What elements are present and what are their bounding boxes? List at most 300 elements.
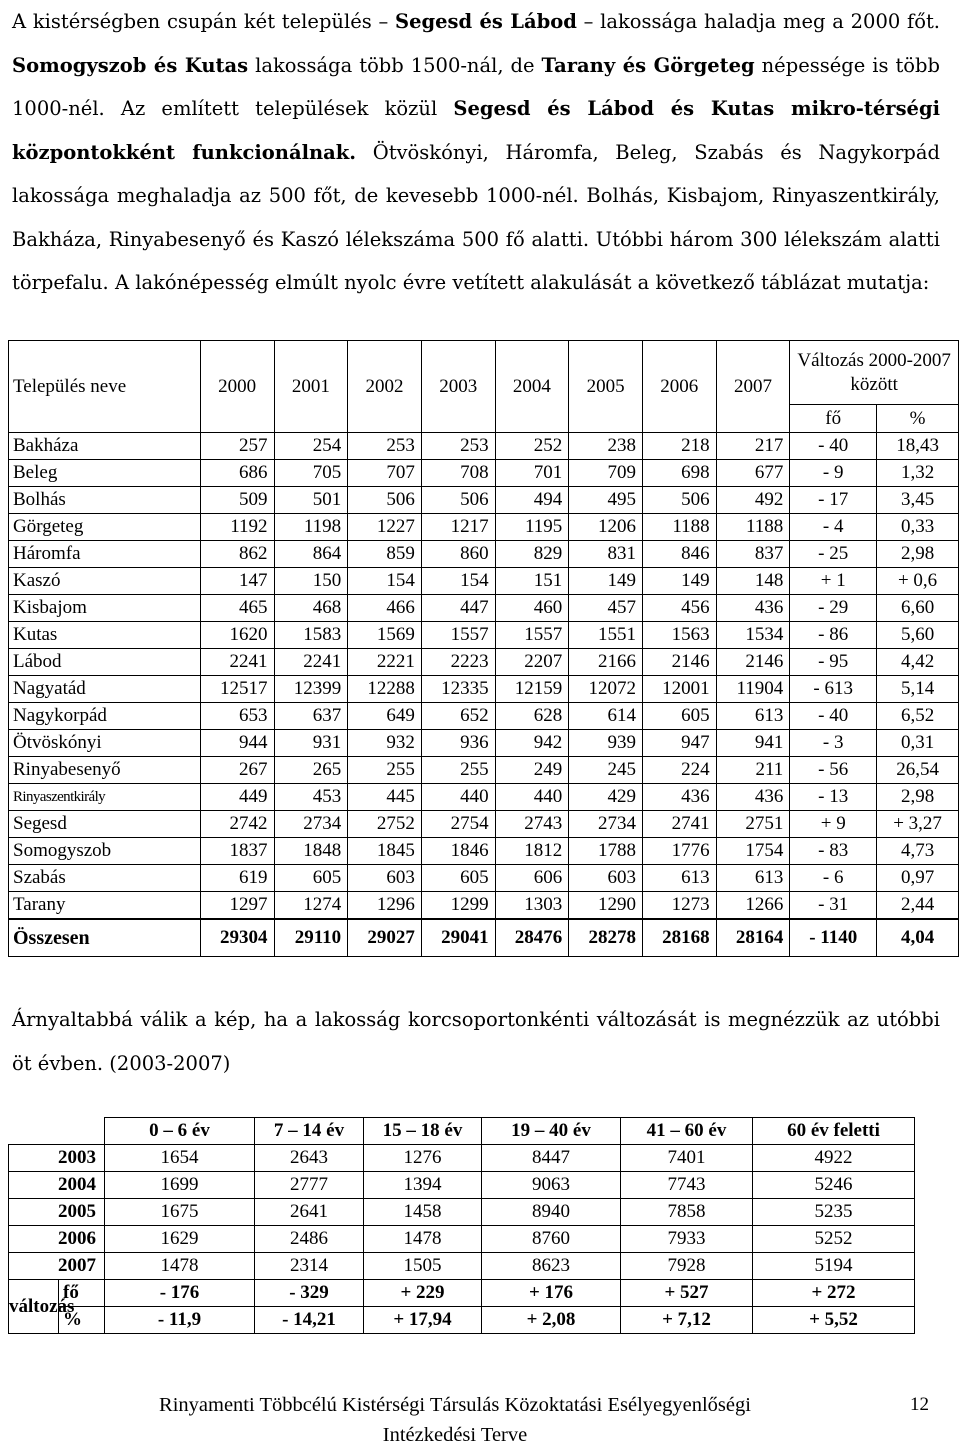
population-value: 224 — [642, 757, 716, 784]
age-change-persons: + 527 — [621, 1280, 753, 1307]
settlement-name: Nagyatád — [9, 676, 201, 703]
population-value: 2743 — [495, 811, 569, 838]
age-year: 2004 — [9, 1172, 105, 1199]
change-percent: + 3,27 — [877, 811, 959, 838]
population-value: 613 — [642, 865, 716, 892]
age-table-row — [9, 1226, 915, 1253]
total-value: 29027 — [348, 919, 422, 957]
population-value: 2241 — [200, 649, 274, 676]
table-row — [9, 865, 959, 892]
population-value: 1557 — [495, 622, 569, 649]
age-value: 2777 — [255, 1172, 364, 1199]
age-group-paragraph: Árnyaltabbá válik a kép, ha a lakosság korcsoportonkénti változását is megnézzük az utóbbi öt évben. (2003-2007) — [12, 1008, 940, 1075]
population-value: 2734 — [274, 811, 348, 838]
population-value: 860 — [421, 541, 495, 568]
total-value: 28168 — [642, 919, 716, 957]
age-change-persons: + 229 — [364, 1280, 482, 1307]
population-value: 2741 — [642, 811, 716, 838]
age-change-persons: - 329 — [255, 1280, 364, 1307]
population-value: 829 — [495, 541, 569, 568]
change-percent: 26,54 — [877, 757, 959, 784]
population-value: 1845 — [348, 838, 422, 865]
population-value: 1290 — [569, 892, 643, 920]
intro-bold: Somogyszob és Kutas — [12, 53, 249, 77]
age-value: 7743 — [621, 1172, 753, 1199]
population-value: 1848 — [274, 838, 348, 865]
table-row — [9, 433, 959, 460]
population-value: 255 — [348, 757, 422, 784]
population-table-body — [9, 433, 959, 957]
population-value: 944 — [200, 730, 274, 757]
age-value: 1458 — [364, 1199, 482, 1226]
age-change-persons: + 176 — [482, 1280, 621, 1307]
change-persons: - 95 — [790, 649, 877, 676]
age-value: 7401 — [621, 1145, 753, 1172]
population-value: 255 — [421, 757, 495, 784]
settlement-name: Beleg — [9, 460, 201, 487]
age-value: 8623 — [482, 1253, 621, 1280]
population-value: 447 — [421, 595, 495, 622]
population-value: 2241 — [274, 649, 348, 676]
population-value: 2146 — [716, 649, 790, 676]
change-persons: + 1 — [790, 568, 877, 595]
age-year: 2007 — [9, 1253, 105, 1280]
age-value: 1478 — [364, 1226, 482, 1253]
population-value: 606 — [495, 865, 569, 892]
population-table — [8, 340, 959, 957]
population-value: 2146 — [642, 649, 716, 676]
population-value: 2207 — [495, 649, 569, 676]
change-persons: - 13 — [790, 784, 877, 811]
population-value: 936 — [421, 730, 495, 757]
population-value: 2742 — [200, 811, 274, 838]
change-percent: 0,31 — [877, 730, 959, 757]
settlement-name: Kutas — [9, 622, 201, 649]
intro-text: lakossága több 1500-nál, de — [248, 53, 542, 77]
population-value: 253 — [348, 433, 422, 460]
population-value: 2221 — [348, 649, 422, 676]
population-value: 436 — [642, 784, 716, 811]
change-percent: 5,60 — [877, 622, 959, 649]
population-value: 628 — [495, 703, 569, 730]
population-value: 686 — [200, 460, 274, 487]
population-value: 12517 — [200, 676, 274, 703]
population-value: 859 — [348, 541, 422, 568]
total-value: 28164 — [716, 919, 790, 957]
age-header: 41 – 60 év — [621, 1118, 753, 1145]
population-value: 652 — [421, 703, 495, 730]
population-value: 494 — [495, 487, 569, 514]
age-group-table — [8, 1117, 915, 1334]
population-value: 2223 — [421, 649, 495, 676]
population-value: 506 — [348, 487, 422, 514]
population-value: 460 — [495, 595, 569, 622]
settlement-name: Nagykorpád — [9, 703, 201, 730]
age-value: 1699 — [105, 1172, 255, 1199]
table-row — [9, 568, 959, 595]
intro-text: – lakossága haladja meg a 2000 főt. — [576, 10, 941, 33]
change-percent: 3,45 — [877, 487, 959, 514]
population-value: 605 — [421, 865, 495, 892]
population-value: 677 — [716, 460, 790, 487]
population-value: 12001 — [642, 676, 716, 703]
total-value: 28278 — [569, 919, 643, 957]
header-year: 2006 — [642, 341, 716, 433]
age-header: 7 – 14 év — [255, 1118, 364, 1145]
age-value: 1654 — [105, 1145, 255, 1172]
page-number: 12 — [910, 1394, 929, 1415]
population-value: 1296 — [348, 892, 422, 920]
population-value: 1534 — [716, 622, 790, 649]
age-value: 1675 — [105, 1199, 255, 1226]
intro-text: népessége is több 1000-nél. Az említett települések közül — [12, 53, 940, 120]
population-value: 211 — [716, 757, 790, 784]
population-value: 436 — [716, 784, 790, 811]
intro-paragraph — [12, 0, 940, 305]
change-persons: - 4 — [790, 514, 877, 541]
age-change-persons: - 176 — [105, 1280, 255, 1307]
population-value: 253 — [421, 433, 495, 460]
age-group-table-body — [9, 1145, 915, 1334]
settlement-name: Rinyabesenyő — [9, 757, 201, 784]
settlement-name: Tarany — [9, 892, 201, 920]
age-value: 7928 — [621, 1253, 753, 1280]
population-value: 1551 — [569, 622, 643, 649]
change-persons: - 3 — [790, 730, 877, 757]
change-persons: - 31 — [790, 892, 877, 920]
age-value: 8447 — [482, 1145, 621, 1172]
population-value: 1557 — [421, 622, 495, 649]
change-persons: - 9 — [790, 460, 877, 487]
age-change-persons-label: fő — [59, 1280, 105, 1307]
settlement-name: Somogyszob — [9, 838, 201, 865]
change-persons: - 29 — [790, 595, 877, 622]
age-change-percent: - 11,9 — [105, 1307, 255, 1334]
age-change-persons: + 272 — [753, 1280, 915, 1307]
population-value: 862 — [200, 541, 274, 568]
total-value: 28476 — [495, 919, 569, 957]
age-value: 1505 — [364, 1253, 482, 1280]
population-value: 149 — [569, 568, 643, 595]
population-value: 1754 — [716, 838, 790, 865]
settlement-name: Rinyaszentkirály — [9, 784, 201, 811]
population-value: 151 — [495, 568, 569, 595]
age-value: 2641 — [255, 1199, 364, 1226]
age-value: 5246 — [753, 1172, 915, 1199]
age-header: 19 – 40 év — [482, 1118, 621, 1145]
population-value: 613 — [716, 865, 790, 892]
population-value: 2754 — [421, 811, 495, 838]
total-value: 29110 — [274, 919, 348, 957]
population-value: 701 — [495, 460, 569, 487]
population-value: 457 — [569, 595, 643, 622]
age-year: 2005 — [9, 1199, 105, 1226]
change-percent: 1,32 — [877, 460, 959, 487]
population-value: 449 — [200, 784, 274, 811]
population-value: 453 — [274, 784, 348, 811]
change-persons: - 17 — [790, 487, 877, 514]
population-value: 1198 — [274, 514, 348, 541]
change-persons: - 40 — [790, 433, 877, 460]
population-value: 12335 — [421, 676, 495, 703]
total-label: Összesen — [9, 919, 201, 957]
settlement-name: Lábod — [9, 649, 201, 676]
intro-text: A kistérségben csupán két település – — [12, 10, 396, 33]
population-value: 637 — [274, 703, 348, 730]
population-value: 649 — [348, 703, 422, 730]
population-value: 1297 — [200, 892, 274, 920]
change-percent: 18,43 — [877, 433, 959, 460]
header-change-persons: fő — [790, 405, 877, 433]
population-value: 613 — [716, 703, 790, 730]
age-value: 9063 — [482, 1172, 621, 1199]
age-value: 7933 — [621, 1226, 753, 1253]
population-value: 217 — [716, 433, 790, 460]
total-change-persons: - 1140 — [790, 919, 877, 957]
population-value: 1569 — [348, 622, 422, 649]
population-value: 2751 — [716, 811, 790, 838]
age-year: 2003 — [9, 1145, 105, 1172]
change-percent: 6,52 — [877, 703, 959, 730]
population-value: 429 — [569, 784, 643, 811]
total-value: 29304 — [200, 919, 274, 957]
change-persons: + 9 — [790, 811, 877, 838]
header-year: 2003 — [421, 341, 495, 433]
intro-bold: Segesd és Lábod és Kutas mikro-térségi központokként funkcionálnak. — [12, 97, 941, 164]
age-value: 1478 — [105, 1253, 255, 1280]
change-persons: - 25 — [790, 541, 877, 568]
population-value: 1788 — [569, 838, 643, 865]
intro-bold: Tarany és Görgeteg — [541, 53, 755, 77]
age-header: 15 – 18 év — [364, 1118, 482, 1145]
change-percent: 0,33 — [877, 514, 959, 541]
population-value: 603 — [569, 865, 643, 892]
population-value: 1303 — [495, 892, 569, 920]
settlement-name: Kisbajom — [9, 595, 201, 622]
population-value: 1620 — [200, 622, 274, 649]
population-value: 1266 — [716, 892, 790, 920]
header-year: 2001 — [274, 341, 348, 433]
header-year: 2004 — [495, 341, 569, 433]
population-value: 252 — [495, 433, 569, 460]
population-value: 154 — [348, 568, 422, 595]
population-value: 2734 — [569, 811, 643, 838]
population-value: 492 — [716, 487, 790, 514]
population-value: 445 — [348, 784, 422, 811]
population-value: 245 — [569, 757, 643, 784]
age-value: 8760 — [482, 1226, 621, 1253]
population-value: 1583 — [274, 622, 348, 649]
population-value: 603 — [348, 865, 422, 892]
population-value: 148 — [716, 568, 790, 595]
population-value: 1192 — [200, 514, 274, 541]
population-value: 1206 — [569, 514, 643, 541]
change-percent: 4,73 — [877, 838, 959, 865]
header-settlement-name: Település neve — [9, 341, 201, 433]
age-value: 5194 — [753, 1253, 915, 1280]
population-value: 619 — [200, 865, 274, 892]
settlement-name: Ötvöskónyi — [9, 730, 201, 757]
population-value: 12072 — [569, 676, 643, 703]
age-value: 8940 — [482, 1199, 621, 1226]
population-value: 257 — [200, 433, 274, 460]
change-percent: 4,42 — [877, 649, 959, 676]
settlement-name: Bolhás — [9, 487, 201, 514]
age-value: 4922 — [753, 1145, 915, 1172]
population-value: 506 — [642, 487, 716, 514]
footer-line: Rinyamenti Többcélú Kistérségi Társulás Közoktatási Esélyegyenlőségi — [159, 1394, 751, 1416]
change-persons: - 40 — [790, 703, 877, 730]
age-value: 1394 — [364, 1172, 482, 1199]
header-change-label: Változás 2000-2007 között — [797, 349, 951, 395]
age-change-row — [9, 1280, 915, 1307]
population-value: 837 — [716, 541, 790, 568]
total-change-percent: 4,04 — [877, 919, 959, 957]
population-value: 653 — [200, 703, 274, 730]
population-value: 468 — [274, 595, 348, 622]
header-year: 2005 — [569, 341, 643, 433]
age-table-row — [9, 1253, 915, 1280]
age-year: 2006 — [9, 1226, 105, 1253]
total-row — [9, 919, 959, 957]
age-change-percent: + 2,08 — [482, 1307, 621, 1334]
population-value: 456 — [642, 595, 716, 622]
population-value: 709 — [569, 460, 643, 487]
header-year: 2000 — [200, 341, 274, 433]
change-percent: + 0,6 — [877, 568, 959, 595]
header-change — [790, 341, 959, 405]
population-value: 931 — [274, 730, 348, 757]
population-value: 1812 — [495, 838, 569, 865]
change-percent: 5,14 — [877, 676, 959, 703]
age-table-row — [9, 1145, 915, 1172]
change-persons: - 86 — [790, 622, 877, 649]
age-header: 60 év feletti — [753, 1118, 915, 1145]
population-value: 238 — [569, 433, 643, 460]
population-value: 465 — [200, 595, 274, 622]
table-row — [9, 811, 959, 838]
population-value: 2752 — [348, 811, 422, 838]
population-value: 1188 — [716, 514, 790, 541]
age-table-row — [9, 1172, 915, 1199]
total-value: 29041 — [421, 919, 495, 957]
population-value: 440 — [421, 784, 495, 811]
population-value: 698 — [642, 460, 716, 487]
population-value: 1299 — [421, 892, 495, 920]
population-value: 149 — [642, 568, 716, 595]
change-percent: 2,98 — [877, 784, 959, 811]
age-value: 5252 — [753, 1226, 915, 1253]
settlement-name: Háromfa — [9, 541, 201, 568]
settlement-name: Görgeteg — [9, 514, 201, 541]
change-persons: - 83 — [790, 838, 877, 865]
table-row — [9, 784, 959, 811]
age-change-percent: + 17,94 — [364, 1307, 482, 1334]
population-value: 254 — [274, 433, 348, 460]
footer-line: Intézkedési Terve — [382, 1424, 528, 1446]
table-row — [9, 838, 959, 865]
change-persons: - 56 — [790, 757, 877, 784]
population-value: 265 — [274, 757, 348, 784]
change-percent: 6,60 — [877, 595, 959, 622]
population-value: 466 — [348, 595, 422, 622]
population-value: 218 — [642, 433, 716, 460]
intro-text: Ötvöskónyi, Háromfa, Beleg, Szabás és Nagykorpád lakossága meghaladja az 500 főt, de kevesebb 1000-nél. Bolhás, Kisbajom, Rinyaszentkirály, Bakháza, Rinyabesenyő és Kaszó lélekszáma 500 fő alatti. Utóbbi három 300 lélekszám alatti törpefalu. A lakónépesség elmúlt nyolc évre vetített alakulását a következő táblázat mutatja: — [12, 140, 940, 294]
population-value: 440 — [495, 784, 569, 811]
population-value: 605 — [274, 865, 348, 892]
population-value: 12399 — [274, 676, 348, 703]
age-table-corner — [9, 1118, 105, 1145]
change-percent: 2,44 — [877, 892, 959, 920]
population-value: 12288 — [348, 676, 422, 703]
population-value: 12159 — [495, 676, 569, 703]
table-row — [9, 460, 959, 487]
population-value: 942 — [495, 730, 569, 757]
population-value: 941 — [716, 730, 790, 757]
age-change-percent: + 7,12 — [621, 1307, 753, 1334]
age-value: 1276 — [364, 1145, 482, 1172]
settlement-name: Kaszó — [9, 568, 201, 595]
table-row — [9, 892, 959, 920]
population-value: 509 — [200, 487, 274, 514]
header-change-percent: % — [877, 405, 959, 433]
population-value: 614 — [569, 703, 643, 730]
population-value: 864 — [274, 541, 348, 568]
population-value: 506 — [421, 487, 495, 514]
population-value: 1217 — [421, 514, 495, 541]
table-row — [9, 541, 959, 568]
population-value: 267 — [200, 757, 274, 784]
population-value: 1563 — [642, 622, 716, 649]
population-value: 154 — [421, 568, 495, 595]
population-value: 1837 — [200, 838, 274, 865]
age-table-row — [9, 1199, 915, 1226]
age-change-percent: - 14,21 — [255, 1307, 364, 1334]
population-value: 147 — [200, 568, 274, 595]
change-percent: 0,97 — [877, 865, 959, 892]
change-percent: 2,98 — [877, 541, 959, 568]
population-value: 707 — [348, 460, 422, 487]
age-value: 2486 — [255, 1226, 364, 1253]
population-value: 947 — [642, 730, 716, 757]
change-persons: - 613 — [790, 676, 877, 703]
age-change-label: változás — [9, 1280, 59, 1334]
age-value: 2314 — [255, 1253, 364, 1280]
header-year: 2007 — [716, 341, 790, 433]
population-value: 1188 — [642, 514, 716, 541]
age-change-row — [9, 1307, 915, 1334]
population-value: 150 — [274, 568, 348, 595]
header-year: 2002 — [348, 341, 422, 433]
table-row — [9, 757, 959, 784]
population-value: 1846 — [421, 838, 495, 865]
settlement-name: Segesd — [9, 811, 201, 838]
population-value: 605 — [642, 703, 716, 730]
table-row — [9, 514, 959, 541]
footer-title — [60, 1390, 850, 1450]
population-value: 939 — [569, 730, 643, 757]
population-value: 846 — [642, 541, 716, 568]
table-row — [9, 649, 959, 676]
change-persons: - 6 — [790, 865, 877, 892]
settlement-name: Bakháza — [9, 433, 201, 460]
population-value: 2166 — [569, 649, 643, 676]
age-value: 7858 — [621, 1199, 753, 1226]
intro-bold: Segesd és Lábod — [395, 10, 577, 33]
age-value: 1629 — [105, 1226, 255, 1253]
settlement-name: Szabás — [9, 865, 201, 892]
table-row — [9, 487, 959, 514]
